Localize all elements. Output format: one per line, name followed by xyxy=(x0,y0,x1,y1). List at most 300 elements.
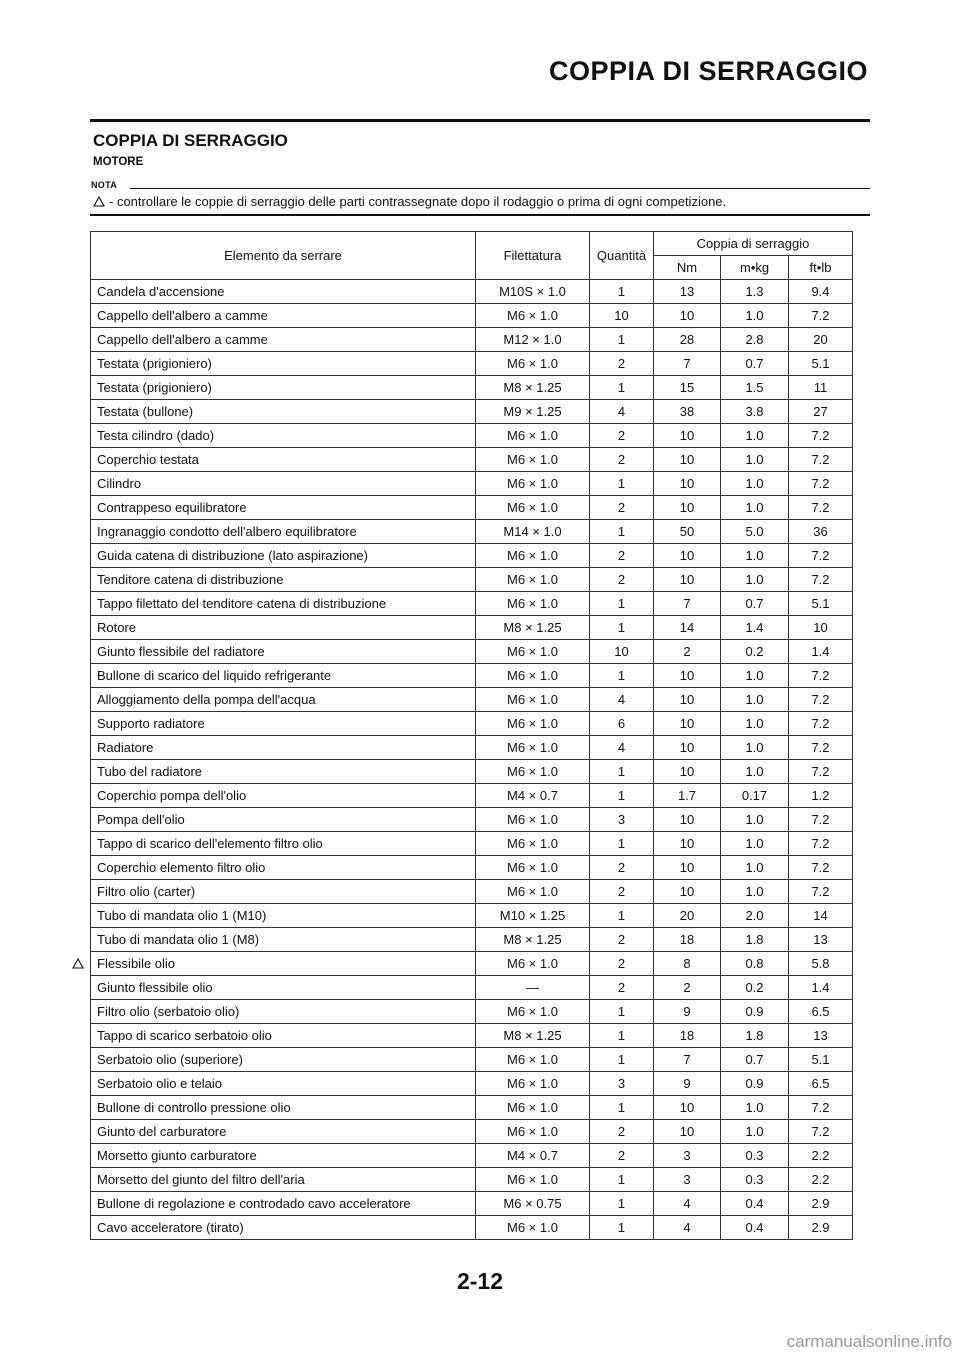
cell-nm: 10 xyxy=(654,544,721,568)
table-row xyxy=(91,1192,853,1216)
cell-ftlb: 9.4 xyxy=(789,280,853,304)
cell-mkg: 1.0 xyxy=(721,472,789,496)
cell-nm: 7 xyxy=(654,352,721,376)
cell-element: Tubo di mandata olio 1 (M10) xyxy=(91,904,476,928)
cell-quantity: 10 xyxy=(590,640,654,664)
cell-quantity: 1 xyxy=(590,664,654,688)
cell-thread: M6 × 1.0 xyxy=(476,736,590,760)
cell-mkg: 1.0 xyxy=(721,688,789,712)
cell-element: Contrappeso equilibratore xyxy=(91,496,476,520)
cell-mkg: 3.8 xyxy=(721,400,789,424)
cell-nm: 13 xyxy=(654,280,721,304)
cell-ftlb: 5.1 xyxy=(789,1048,853,1072)
cell-quantity: 1 xyxy=(590,616,654,640)
note-text xyxy=(93,194,726,209)
cell-quantity: 1 xyxy=(590,472,654,496)
subsection-title: MOTORE xyxy=(93,156,144,168)
cell-ftlb: 7.2 xyxy=(789,1096,853,1120)
cell-element: Tenditore catena di distribuzione xyxy=(91,568,476,592)
cell-quantity: 1 xyxy=(590,832,654,856)
cell-quantity: 1 xyxy=(590,760,654,784)
cell-nm: 10 xyxy=(654,688,721,712)
cell-mkg: 2.0 xyxy=(721,904,789,928)
cell-nm: 9 xyxy=(654,1072,721,1096)
cell-thread: — xyxy=(476,976,590,1000)
cell-nm: 15 xyxy=(654,376,721,400)
cell-ftlb: 7.2 xyxy=(789,424,853,448)
cell-element: Morsetto del giunto del filtro dell'aria xyxy=(91,1168,476,1192)
cell-ftlb: 7.2 xyxy=(789,880,853,904)
cell-quantity: 2 xyxy=(590,928,654,952)
table-row xyxy=(91,688,853,712)
table-row xyxy=(91,640,853,664)
cell-ftlb: 7.2 xyxy=(789,544,853,568)
cell-thread: M8 × 1.25 xyxy=(476,376,590,400)
cell-thread: M6 × 1.0 xyxy=(476,1048,590,1072)
cell-mkg: 0.2 xyxy=(721,976,789,1000)
table-row xyxy=(91,904,853,928)
cell-ftlb: 7.2 xyxy=(789,472,853,496)
cell-quantity: 1 xyxy=(590,1024,654,1048)
cell-thread: M6 × 1.0 xyxy=(476,496,590,520)
cell-mkg: 0.2 xyxy=(721,640,789,664)
cell-quantity: 1 xyxy=(590,280,654,304)
cell-nm: 10 xyxy=(654,832,721,856)
cell-mkg: 1.0 xyxy=(721,880,789,904)
table-row xyxy=(91,1024,853,1048)
cell-thread: M9 × 1.25 xyxy=(476,400,590,424)
cell-nm: 3 xyxy=(654,1168,721,1192)
cell-element: Giunto flessibile olio xyxy=(91,976,476,1000)
cell-nm: 4 xyxy=(654,1192,721,1216)
cell-element: Bullone di regolazione e controdado cavo acceleratore xyxy=(91,1192,476,1216)
header-nm: Nm xyxy=(654,256,721,280)
cell-thread: M6 × 1.0 xyxy=(476,880,590,904)
cell-thread: M4 × 0.7 xyxy=(476,1144,590,1168)
cell-nm: 10 xyxy=(654,1096,721,1120)
triangle-marker-icon xyxy=(72,958,84,969)
cell-element: Coperchio testata xyxy=(91,448,476,472)
cell-quantity: 4 xyxy=(590,400,654,424)
cell-nm: 10 xyxy=(654,736,721,760)
cell-thread: M6 × 1.0 xyxy=(476,592,590,616)
watermark: carmanualsonline.info xyxy=(786,1332,952,1351)
cell-element: Coperchio elemento filtro olio xyxy=(91,856,476,880)
cell-nm: 1.7 xyxy=(654,784,721,808)
cell-mkg: 1.0 xyxy=(721,1120,789,1144)
cell-nm: 8 xyxy=(654,952,721,976)
cell-mkg: 0.4 xyxy=(721,1216,789,1240)
cell-quantity: 2 xyxy=(590,544,654,568)
cell-quantity: 2 xyxy=(590,880,654,904)
table-row xyxy=(91,1072,853,1096)
cell-nm: 3 xyxy=(654,1144,721,1168)
cell-mkg: 0.7 xyxy=(721,1048,789,1072)
cell-quantity: 1 xyxy=(590,1048,654,1072)
cell-mkg: 0.17 xyxy=(721,784,789,808)
cell-quantity: 2 xyxy=(590,568,654,592)
cell-quantity: 2 xyxy=(590,496,654,520)
cell-element: Alloggiamento della pompa dell'acqua xyxy=(91,688,476,712)
cell-mkg: 1.3 xyxy=(721,280,789,304)
cell-ftlb: 5.1 xyxy=(789,592,853,616)
cell-thread: M6 × 1.0 xyxy=(476,640,590,664)
cell-ftlb: 11 xyxy=(789,376,853,400)
cell-nm: 10 xyxy=(654,448,721,472)
cell-mkg: 0.8 xyxy=(721,952,789,976)
table-row xyxy=(91,1216,853,1240)
table-row xyxy=(91,760,853,784)
cell-nm: 18 xyxy=(654,928,721,952)
cell-thread: M6 × 1.0 xyxy=(476,808,590,832)
cell-quantity: 1 xyxy=(590,1192,654,1216)
cell-nm: 10 xyxy=(654,712,721,736)
cell-ftlb: 13 xyxy=(789,928,853,952)
table-row xyxy=(91,568,853,592)
cell-element: Rotore xyxy=(91,616,476,640)
header-element: Elemento da serrare xyxy=(91,232,476,280)
note-rule-bottom xyxy=(90,214,870,216)
cell-element: Testata (prigioniero) xyxy=(91,352,476,376)
cell-mkg: 1.8 xyxy=(721,1024,789,1048)
cell-element: Coperchio pompa dell'olio xyxy=(91,784,476,808)
cell-quantity: 1 xyxy=(590,1168,654,1192)
cell-element: Testata (bullone) xyxy=(91,400,476,424)
cell-ftlb: 7.2 xyxy=(789,568,853,592)
cell-mkg: 0.3 xyxy=(721,1168,789,1192)
cell-mkg: 1.0 xyxy=(721,832,789,856)
cell-thread: M6 × 1.0 xyxy=(476,1120,590,1144)
table-row xyxy=(91,1168,853,1192)
cell-thread: M10 × 1.25 xyxy=(476,904,590,928)
cell-ftlb: 7.2 xyxy=(789,832,853,856)
table-row xyxy=(91,952,853,976)
cell-ftlb: 7.2 xyxy=(789,856,853,880)
cell-mkg: 0.7 xyxy=(721,352,789,376)
cell-mkg: 1.0 xyxy=(721,760,789,784)
cell-quantity: 1 xyxy=(590,592,654,616)
cell-element: Tubo del radiatore xyxy=(91,760,476,784)
cell-quantity: 2 xyxy=(590,424,654,448)
table-row xyxy=(91,592,853,616)
cell-quantity: 1 xyxy=(590,1216,654,1240)
table-row xyxy=(91,1000,853,1024)
table-row xyxy=(91,520,853,544)
cell-quantity: 1 xyxy=(590,520,654,544)
table-row xyxy=(91,280,853,304)
table-row xyxy=(91,1096,853,1120)
cell-quantity: 2 xyxy=(590,1144,654,1168)
cell-mkg: 0.9 xyxy=(721,1000,789,1024)
cell-quantity: 4 xyxy=(590,688,654,712)
table-row xyxy=(91,448,853,472)
table-row xyxy=(91,712,853,736)
cell-nm: 10 xyxy=(654,664,721,688)
table-row xyxy=(91,1120,853,1144)
cell-thread: M6 × 1.0 xyxy=(476,472,590,496)
cell-element: Cappello dell'albero a camme xyxy=(91,304,476,328)
cell-element: Pompa dell'olio xyxy=(91,808,476,832)
cell-nm: 10 xyxy=(654,496,721,520)
cell-ftlb: 5.8 xyxy=(789,952,853,976)
cell-mkg: 1.0 xyxy=(721,496,789,520)
cell-thread: M6 × 1.0 xyxy=(476,832,590,856)
table-row xyxy=(91,832,853,856)
page-number: 2-12 xyxy=(456,1268,504,1294)
cell-nm: 10 xyxy=(654,472,721,496)
table-row xyxy=(91,880,853,904)
cell-element: Testa cilindro (dado) xyxy=(91,424,476,448)
cell-quantity: 1 xyxy=(590,1000,654,1024)
cell-element: Flessibile olio xyxy=(91,952,476,976)
cell-nm: 7 xyxy=(654,1048,721,1072)
cell-nm: 4 xyxy=(654,1216,721,1240)
cell-element: Ingranaggio condotto dell'albero equilibratore xyxy=(91,520,476,544)
cell-element: Guida catena di distribuzione (lato aspirazione) xyxy=(91,544,476,568)
cell-nm: 14 xyxy=(654,616,721,640)
cell-element: Candela d'accensione xyxy=(91,280,476,304)
cell-mkg: 1.5 xyxy=(721,376,789,400)
cell-ftlb: 7.2 xyxy=(789,664,853,688)
header-torque: Coppia di serraggio xyxy=(654,232,853,256)
cell-ftlb: 2.9 xyxy=(789,1216,853,1240)
table-row xyxy=(91,376,853,400)
cell-ftlb: 1.4 xyxy=(789,976,853,1000)
cell-element: Cilindro xyxy=(91,472,476,496)
cell-nm: 9 xyxy=(654,1000,721,1024)
cell-ftlb: 2.9 xyxy=(789,1192,853,1216)
cell-nm: 2 xyxy=(654,976,721,1000)
cell-nm: 10 xyxy=(654,304,721,328)
cell-thread: M6 × 1.0 xyxy=(476,760,590,784)
cell-mkg: 1.0 xyxy=(721,424,789,448)
cell-thread: M6 × 1.0 xyxy=(476,688,590,712)
cell-thread: M6 × 1.0 xyxy=(476,952,590,976)
cell-thread: M6 × 1.0 xyxy=(476,568,590,592)
header-quantity: Quantità xyxy=(590,232,654,280)
cell-quantity: 3 xyxy=(590,1072,654,1096)
cell-thread: M6 × 1.0 xyxy=(476,1216,590,1240)
cell-element: Serbatoio olio e telaio xyxy=(91,1072,476,1096)
cell-element: Tappo di scarico serbatoio olio xyxy=(91,1024,476,1048)
cell-quantity: 1 xyxy=(590,1096,654,1120)
cell-mkg: 1.0 xyxy=(721,544,789,568)
cell-element: Giunto flessibile del radiatore xyxy=(91,640,476,664)
cell-quantity: 2 xyxy=(590,976,654,1000)
cell-quantity: 2 xyxy=(590,352,654,376)
cell-ftlb: 7.2 xyxy=(789,760,853,784)
header-ftlb: ft•lb xyxy=(789,256,853,280)
cell-element: Cappello dell'albero a camme xyxy=(91,328,476,352)
cell-mkg: 0.9 xyxy=(721,1072,789,1096)
cell-element: Serbatoio olio (superiore) xyxy=(91,1048,476,1072)
cell-ftlb: 7.2 xyxy=(789,808,853,832)
cell-ftlb: 27 xyxy=(789,400,853,424)
cell-thread: M8 × 1.25 xyxy=(476,616,590,640)
cell-quantity: 1 xyxy=(590,784,654,808)
cell-quantity: 2 xyxy=(590,448,654,472)
cell-mkg: 1.0 xyxy=(721,712,789,736)
cell-mkg: 0.4 xyxy=(721,1192,789,1216)
cell-thread: M6 × 1.0 xyxy=(476,856,590,880)
cell-thread: M6 × 1.0 xyxy=(476,544,590,568)
cell-mkg: 1.4 xyxy=(721,616,789,640)
cell-ftlb: 6.5 xyxy=(789,1000,853,1024)
cell-thread: M14 × 1.0 xyxy=(476,520,590,544)
header-thread: Filettatura xyxy=(476,232,590,280)
cell-ftlb: 5.1 xyxy=(789,352,853,376)
cell-ftlb: 7.2 xyxy=(789,688,853,712)
cell-element: Giunto del carburatore xyxy=(91,1120,476,1144)
cell-quantity: 2 xyxy=(590,1120,654,1144)
cell-mkg: 0.3 xyxy=(721,1144,789,1168)
cell-quantity: 1 xyxy=(590,376,654,400)
cell-thread: M8 × 1.25 xyxy=(476,928,590,952)
cell-quantity: 4 xyxy=(590,736,654,760)
cell-thread: M6 × 1.0 xyxy=(476,352,590,376)
table-body xyxy=(91,280,853,1240)
cell-nm: 10 xyxy=(654,856,721,880)
cell-mkg: 1.0 xyxy=(721,568,789,592)
cell-thread: M6 × 1.0 xyxy=(476,304,590,328)
cell-quantity: 6 xyxy=(590,712,654,736)
table-row xyxy=(91,352,853,376)
cell-mkg: 1.0 xyxy=(721,808,789,832)
cell-quantity: 3 xyxy=(590,808,654,832)
cell-ftlb: 7.2 xyxy=(789,1120,853,1144)
torque-table xyxy=(90,231,853,1240)
cell-ftlb: 1.2 xyxy=(789,784,853,808)
table-row xyxy=(91,976,853,1000)
cell-mkg: 1.0 xyxy=(721,304,789,328)
cell-element: Filtro olio (serbatoio olio) xyxy=(91,1000,476,1024)
cell-quantity: 2 xyxy=(590,856,654,880)
cell-thread: M6 × 1.0 xyxy=(476,1168,590,1192)
cell-element: Testata (prigioniero) xyxy=(91,376,476,400)
cell-element: Tappo filettato del tenditore catena di distribuzione xyxy=(91,592,476,616)
table-row xyxy=(91,856,853,880)
cell-element: Supporto radiatore xyxy=(91,712,476,736)
cell-thread: M6 × 0.75 xyxy=(476,1192,590,1216)
cell-mkg: 1.0 xyxy=(721,664,789,688)
cell-ftlb: 7.2 xyxy=(789,712,853,736)
table-row xyxy=(91,304,853,328)
page-header-title: COPPIA DI SERRAGGIO xyxy=(548,56,868,86)
table-row xyxy=(91,328,853,352)
cell-element: Tubo di mandata olio 1 (M8) xyxy=(91,928,476,952)
cell-thread: M6 × 1.0 xyxy=(476,1000,590,1024)
cell-nm: 38 xyxy=(654,400,721,424)
cell-nm: 10 xyxy=(654,568,721,592)
table-row xyxy=(91,664,853,688)
table-row xyxy=(91,496,853,520)
cell-thread: M6 × 1.0 xyxy=(476,1072,590,1096)
cell-mkg: 2.8 xyxy=(721,328,789,352)
table-header-row xyxy=(91,232,853,256)
cell-element: Morsetto giunto carburatore xyxy=(91,1144,476,1168)
table-row xyxy=(91,400,853,424)
cell-nm: 20 xyxy=(654,904,721,928)
cell-ftlb: 7.2 xyxy=(789,496,853,520)
cell-thread: M6 × 1.0 xyxy=(476,448,590,472)
cell-mkg: 1.0 xyxy=(721,1096,789,1120)
cell-thread: M6 × 1.0 xyxy=(476,712,590,736)
cell-thread: M12 × 1.0 xyxy=(476,328,590,352)
cell-nm: 10 xyxy=(654,880,721,904)
table-row xyxy=(91,544,853,568)
table-row xyxy=(91,424,853,448)
cell-ftlb: 7.2 xyxy=(789,736,853,760)
header-mkg: m•kg xyxy=(721,256,789,280)
cell-ftlb: 14 xyxy=(789,904,853,928)
cell-nm: 7 xyxy=(654,592,721,616)
cell-ftlb: 6.5 xyxy=(789,1072,853,1096)
cell-thread: M8 × 1.25 xyxy=(476,1024,590,1048)
cell-nm: 10 xyxy=(654,1120,721,1144)
cell-ftlb: 7.2 xyxy=(789,304,853,328)
note-rule-top xyxy=(130,188,870,189)
cell-element: Tappo di scarico dell'elemento filtro olio xyxy=(91,832,476,856)
cell-ftlb: 13 xyxy=(789,1024,853,1048)
cell-nm: 10 xyxy=(654,424,721,448)
cell-element: Cavo acceleratore (tirato) xyxy=(91,1216,476,1240)
table-row xyxy=(91,736,853,760)
cell-ftlb: 7.2 xyxy=(789,448,853,472)
cell-nm: 18 xyxy=(654,1024,721,1048)
table-row xyxy=(91,1144,853,1168)
cell-mkg: 1.0 xyxy=(721,448,789,472)
cell-element: Bullone di scarico del liquido refrigerante xyxy=(91,664,476,688)
table-row xyxy=(91,1048,853,1072)
header-rule xyxy=(90,119,870,122)
cell-ftlb: 36 xyxy=(789,520,853,544)
cell-ftlb: 1.4 xyxy=(789,640,853,664)
cell-mkg: 1.0 xyxy=(721,856,789,880)
cell-mkg: 0.7 xyxy=(721,592,789,616)
table-row xyxy=(91,616,853,640)
cell-quantity: 1 xyxy=(590,904,654,928)
table-row xyxy=(91,784,853,808)
cell-nm: 10 xyxy=(654,760,721,784)
cell-quantity: 10 xyxy=(590,304,654,328)
cell-nm: 28 xyxy=(654,328,721,352)
cell-nm: 2 xyxy=(654,640,721,664)
table-row xyxy=(91,808,853,832)
cell-ftlb: 2.2 xyxy=(789,1144,853,1168)
cell-element: Radiatore xyxy=(91,736,476,760)
cell-element: Bullone di controllo pressione olio xyxy=(91,1096,476,1120)
cell-mkg: 1.8 xyxy=(721,928,789,952)
cell-thread: M6 × 1.0 xyxy=(476,664,590,688)
cell-element: Filtro olio (carter) xyxy=(91,880,476,904)
cell-ftlb: 2.2 xyxy=(789,1168,853,1192)
cell-thread: M4 × 0.7 xyxy=(476,784,590,808)
cell-nm: 10 xyxy=(654,808,721,832)
triangle-marker-icon xyxy=(93,196,105,207)
cell-ftlb: 10 xyxy=(789,616,853,640)
cell-nm: 50 xyxy=(654,520,721,544)
table-row xyxy=(91,928,853,952)
cell-mkg: 1.0 xyxy=(721,736,789,760)
cell-quantity: 2 xyxy=(590,952,654,976)
cell-ftlb: 20 xyxy=(789,328,853,352)
note-body: - controllare le coppie di serraggio delle parti contrassegnate dopo il rodaggio o prima di ogni competizione. xyxy=(109,194,727,209)
cell-thread: M6 × 1.0 xyxy=(476,1096,590,1120)
cell-thread: M10S × 1.0 xyxy=(476,280,590,304)
note-label: NOTA xyxy=(91,180,118,190)
cell-mkg: 5.0 xyxy=(721,520,789,544)
cell-quantity: 1 xyxy=(590,328,654,352)
